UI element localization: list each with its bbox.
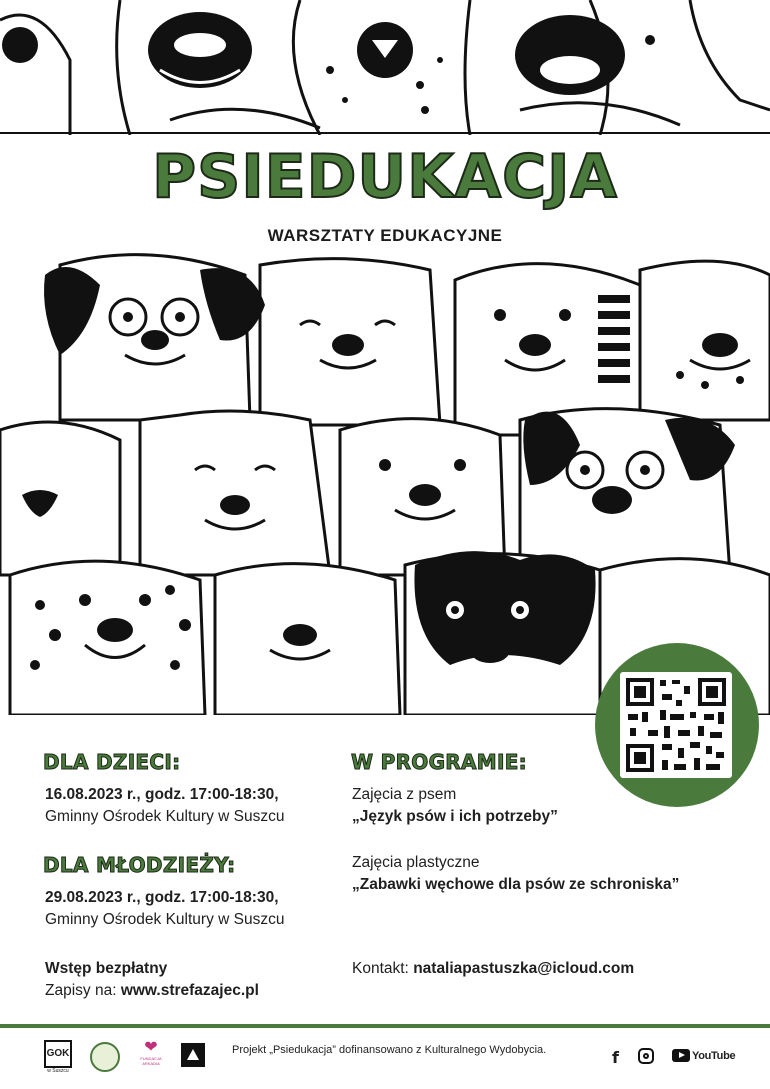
poster-title: PSIEDUKACJA [152,142,618,212]
gmina-crest-logo [90,1042,120,1072]
program-heading: W PROGRAMIE: [351,750,527,774]
youtube-label: YouTube [692,1049,736,1062]
youth-heading: DLA MŁODZIEŻY: [43,853,236,877]
poster-subtitle: WARSZTATY EDUKACYJNE [267,226,503,245]
heart-icon: ❤ [144,1039,158,1056]
facebook-icon[interactable]: f [612,1048,619,1067]
dogs-illustration-top [0,0,770,135]
signup-line [45,980,259,1002]
admission-free: Wstęp bezpłatny [45,960,168,977]
funding-note: Projekt „Psiedukacja” dofinansowano z Kulturalnego Wydobycia. [232,1044,547,1056]
instagram-icon[interactable] [638,1048,654,1064]
youth-date: 29.08.2023 r., godz. 17:00-18:30, [45,889,279,906]
gok-logo [44,1040,72,1074]
program-item-1-label: Zajęcia z psem [352,786,457,803]
contact-label: Kontakt: [352,960,414,977]
fundacja-logo-caption: FUNDACJA ARKADIA [140,1056,162,1066]
fundacja-logo [136,1040,166,1066]
qr-code[interactable] [620,672,732,778]
contact-email[interactable]: nataliapastuszka@icloud.com [413,960,635,977]
children-heading: DLA DZIECI: [43,750,181,774]
youtube-icon [672,1049,690,1062]
program-item-2-label: Zajęcia plastyczne [352,854,480,871]
children-venue: Gminny Ośrodek Kultury w Suszcu [45,808,285,825]
contact-line [352,958,634,980]
youtube-link[interactable] [672,1049,735,1062]
footer-divider [0,1024,770,1028]
signup-label: Zapisy na: [45,982,121,999]
children-date: 16.08.2023 r., godz. 17:00-18:30, [45,786,279,803]
signup-link[interactable]: www.strefazajec.pl [120,982,259,999]
youth-venue: Gminny Ośrodek Kultury w Suszcu [45,911,285,928]
dogs-illustration-crowd [0,245,770,715]
gok-logo-caption: w Suszcu [47,1068,69,1074]
program-item-1-title: „Język psów i ich potrzeby” [352,808,558,825]
triangle-icon [187,1049,199,1060]
program-item-2-title: „Zabawki węchowe dla psów ze schroniska” [352,876,680,893]
partner-logo [181,1043,205,1067]
gok-logo-mark: GOK [44,1040,72,1068]
